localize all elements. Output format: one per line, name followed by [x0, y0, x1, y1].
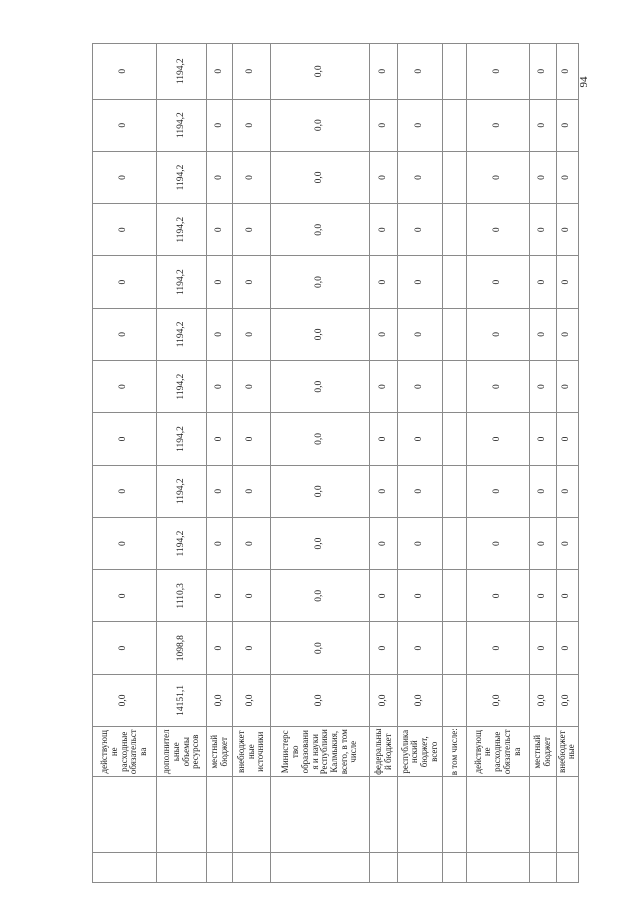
budget-table [92, 43, 579, 883]
value-cell: 0 [397, 44, 443, 100]
value-cell: 0 [232, 256, 270, 308]
value-cell: 0,0 [207, 674, 232, 726]
value-cell: 0 [466, 256, 530, 308]
value-cell: 1098,8 [156, 622, 207, 674]
value-cell: 0 [207, 44, 232, 100]
value-cell: 0 [207, 204, 232, 256]
row-label: действующ не расходные обязательст ва [93, 727, 157, 777]
value-cell: 0 [232, 622, 270, 674]
table-row [556, 44, 578, 883]
value-cell: 0,0 [271, 256, 370, 308]
value-cell: 0 [397, 204, 443, 256]
empty-cell [397, 852, 443, 882]
value-cell: 0 [466, 413, 530, 465]
value-cell: 0 [370, 622, 397, 674]
value-cell: 0 [530, 204, 556, 256]
empty-cell [93, 852, 157, 882]
value-cell: 0 [466, 44, 530, 100]
value-cell: 0 [93, 622, 157, 674]
row-label: Министерс тво образовани я и науки Республики Калмыкия, всего, в том числе [271, 727, 370, 777]
value-cell: 1194,2 [156, 256, 207, 308]
value-cell: 0,0 [93, 674, 157, 726]
value-cell [443, 151, 466, 203]
value-cell: 0 [93, 465, 157, 517]
value-cell: 0 [93, 413, 157, 465]
value-cell: 1194,2 [156, 99, 207, 151]
value-cell: 0 [556, 622, 578, 674]
value-cell: 0,0 [271, 361, 370, 413]
value-cell: 0 [207, 99, 232, 151]
table-row [397, 44, 443, 883]
value-cell: 0 [530, 151, 556, 203]
value-cell: 0 [93, 517, 157, 569]
table-row [466, 44, 530, 883]
value-cell: 0 [466, 151, 530, 203]
empty-cell [207, 777, 232, 852]
value-cell: 1110,3 [156, 570, 207, 622]
row-label: дополнител ьные объемы ресурсов [156, 727, 207, 777]
value-cell: 0 [232, 99, 270, 151]
empty-cell [556, 852, 578, 882]
value-cell: 0 [556, 413, 578, 465]
value-cell: 0 [556, 99, 578, 151]
value-cell: 0,0 [232, 674, 270, 726]
row-label: внебюджет ные [556, 727, 578, 777]
value-cell: 0,0 [530, 674, 556, 726]
empty-cell [232, 852, 270, 882]
value-cell: 0 [530, 99, 556, 151]
empty-cell [443, 777, 466, 852]
value-cell: 0 [397, 308, 443, 360]
value-cell: 0,0 [271, 151, 370, 203]
value-cell: 0 [207, 622, 232, 674]
value-cell: 0,0 [271, 622, 370, 674]
value-cell: 0,0 [271, 308, 370, 360]
empty-cell [466, 777, 530, 852]
rotated-table-container [92, 43, 579, 883]
value-cell: 0 [93, 361, 157, 413]
value-cell: 0 [370, 413, 397, 465]
value-cell: 0,0 [271, 99, 370, 151]
value-cell: 0 [466, 622, 530, 674]
value-cell: 0 [232, 44, 270, 100]
value-cell [443, 361, 466, 413]
value-cell: 0 [556, 361, 578, 413]
value-cell [443, 204, 466, 256]
value-cell: 0,0 [271, 517, 370, 569]
value-cell: 0,0 [271, 570, 370, 622]
value-cell: 0,0 [397, 674, 443, 726]
value-cell: 0 [397, 622, 443, 674]
table-row [530, 44, 556, 883]
value-cell: 0 [207, 361, 232, 413]
value-cell: 0 [370, 44, 397, 100]
value-cell: 0,0 [556, 674, 578, 726]
empty-cell [156, 777, 207, 852]
table-row [93, 44, 157, 883]
value-cell: 0 [397, 413, 443, 465]
value-cell: 0 [530, 44, 556, 100]
value-cell: 0 [232, 361, 270, 413]
value-cell: 0 [232, 308, 270, 360]
value-cell: 0 [232, 204, 270, 256]
table-row [156, 44, 207, 883]
value-cell: 0 [530, 413, 556, 465]
row-label: республика нский бюджет, всего [397, 727, 443, 777]
value-cell: 0 [370, 570, 397, 622]
table-row [370, 44, 397, 883]
value-cell: 0 [370, 256, 397, 308]
value-cell [443, 465, 466, 517]
value-cell: 0 [93, 256, 157, 308]
value-cell: 0 [530, 465, 556, 517]
value-cell: 0 [530, 308, 556, 360]
value-cell: 0 [232, 517, 270, 569]
value-cell: 0 [556, 204, 578, 256]
value-cell: 0 [556, 465, 578, 517]
value-cell: 0 [556, 256, 578, 308]
empty-cell [466, 852, 530, 882]
value-cell: 0 [530, 517, 556, 569]
value-cell: 0 [232, 413, 270, 465]
empty-cell [271, 852, 370, 882]
page-number: 94 [578, 76, 590, 88]
value-cell [443, 413, 466, 465]
value-cell: 0 [466, 517, 530, 569]
value-cell: 1194,2 [156, 308, 207, 360]
value-cell: 0 [397, 465, 443, 517]
value-cell: 0 [397, 570, 443, 622]
value-cell: 14151,1 [156, 674, 207, 726]
value-cell: 0 [556, 44, 578, 100]
value-cell: 0 [207, 413, 232, 465]
value-cell: 0 [370, 517, 397, 569]
value-cell: 1194,2 [156, 361, 207, 413]
value-cell: 0 [530, 256, 556, 308]
row-label: федеральны й бюджет [370, 727, 397, 777]
row-label: в том числе: [443, 727, 466, 777]
table-row [232, 44, 270, 883]
value-cell [443, 44, 466, 100]
empty-cell [271, 777, 370, 852]
value-cell: 1194,2 [156, 517, 207, 569]
value-cell: 1194,2 [156, 44, 207, 100]
value-cell: 0 [370, 204, 397, 256]
empty-cell [556, 777, 578, 852]
value-cell [443, 570, 466, 622]
value-cell: 0 [207, 465, 232, 517]
value-cell: 0 [556, 151, 578, 203]
value-cell: 0 [397, 517, 443, 569]
empty-cell [207, 852, 232, 882]
value-cell: 0 [530, 361, 556, 413]
empty-cell [370, 777, 397, 852]
value-cell: 0 [370, 151, 397, 203]
value-cell: 0 [466, 465, 530, 517]
value-cell: 0 [93, 151, 157, 203]
value-cell: 0 [466, 308, 530, 360]
empty-cell [93, 777, 157, 852]
value-cell: 0 [207, 151, 232, 203]
value-cell [443, 99, 466, 151]
table-row [207, 44, 232, 883]
value-cell [443, 674, 466, 726]
value-cell: 1194,2 [156, 151, 207, 203]
value-cell: 0 [397, 361, 443, 413]
value-cell: 0 [232, 151, 270, 203]
value-cell [443, 308, 466, 360]
value-cell: 0 [370, 465, 397, 517]
value-cell: 0 [207, 308, 232, 360]
value-cell: 0 [370, 99, 397, 151]
value-cell: 0 [232, 570, 270, 622]
row-label: внебюджет ные источники [232, 727, 270, 777]
value-cell: 1194,2 [156, 413, 207, 465]
value-cell: 0 [93, 204, 157, 256]
value-cell: 0 [556, 570, 578, 622]
value-cell: 0 [93, 44, 157, 100]
value-cell [443, 256, 466, 308]
value-cell: 0,0 [271, 204, 370, 256]
row-label: местный бюджет [530, 727, 556, 777]
row-label: местный бюджет [207, 727, 232, 777]
value-cell: 0 [207, 256, 232, 308]
value-cell: 0 [93, 570, 157, 622]
value-cell: 0 [232, 465, 270, 517]
value-cell: 0 [466, 361, 530, 413]
value-cell: 0 [370, 361, 397, 413]
value-cell: 0 [93, 308, 157, 360]
value-cell: 0 [207, 570, 232, 622]
value-cell: 1194,2 [156, 465, 207, 517]
value-cell: 0 [397, 256, 443, 308]
value-cell: 0 [530, 570, 556, 622]
value-cell: 0,0 [271, 674, 370, 726]
empty-cell [397, 777, 443, 852]
value-cell: 0 [530, 622, 556, 674]
value-cell [443, 622, 466, 674]
value-cell: 0 [397, 151, 443, 203]
value-cell: 1194,2 [156, 204, 207, 256]
empty-cell [443, 852, 466, 882]
empty-cell [530, 777, 556, 852]
value-cell: 0,0 [271, 465, 370, 517]
empty-cell [156, 852, 207, 882]
value-cell: 0 [466, 99, 530, 151]
table-row [443, 44, 466, 883]
value-cell: 0 [93, 99, 157, 151]
value-cell: 0 [397, 99, 443, 151]
empty-cell [232, 777, 270, 852]
row-label: действующ не расходные обязательст ва [466, 727, 530, 777]
empty-cell [370, 852, 397, 882]
table-row [271, 44, 370, 883]
value-cell: 0,0 [370, 674, 397, 726]
value-cell: 0 [466, 570, 530, 622]
empty-cell [530, 852, 556, 882]
value-cell: 0 [556, 308, 578, 360]
value-cell: 0 [370, 308, 397, 360]
value-cell: 0,0 [271, 44, 370, 100]
value-cell: 0,0 [271, 413, 370, 465]
value-cell: 0 [556, 517, 578, 569]
value-cell: 0 [466, 204, 530, 256]
value-cell [443, 517, 466, 569]
value-cell: 0 [207, 517, 232, 569]
value-cell: 0,0 [466, 674, 530, 726]
